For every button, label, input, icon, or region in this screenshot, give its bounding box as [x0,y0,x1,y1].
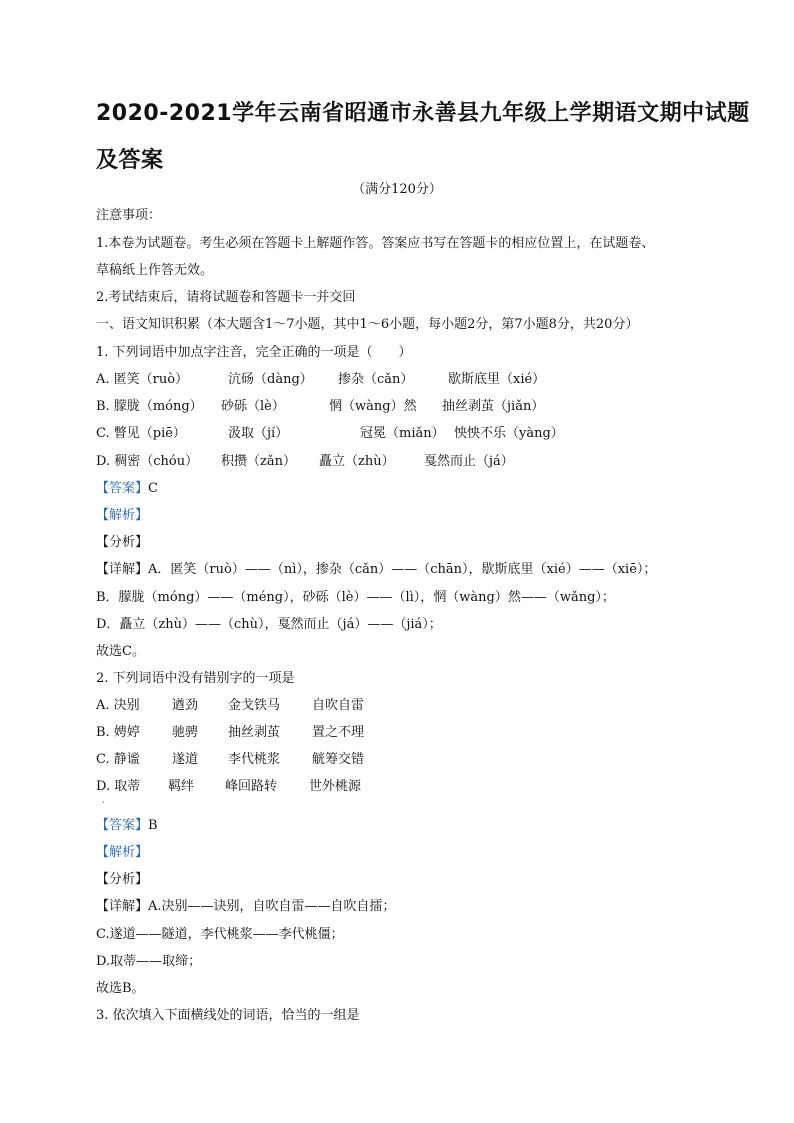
q1-detail-tag: 【详解】 [96,562,149,577]
q2-conclusion: 故选B。 [96,981,145,996]
q2-a-1: A. 决别 [96,698,140,713]
q1-d-1: D. 稠密（chóu） [96,454,199,469]
q1-c-1: C. 瞥见（piē） [96,426,186,441]
q1-b-4: 抽丝剥茧（jiǎn） [442,399,545,414]
q1-c-4: 怏怏不乐（yàng） [454,426,564,441]
q2-fenxi-tag: 【分析】 [96,872,149,887]
notice-item2: 2.考试结束后，请将试题卷和答题卡一并交回 [96,290,356,305]
q2-c-3: 李代桃浆 [228,752,281,767]
q2-jiexi-tag: 【解析】 [96,845,149,860]
q1-c-2: 汲取（jí） [228,426,289,441]
q1-answer-value: C [148,481,158,496]
q2-stem: 2. 下列词语中没有错别字的一项是 [96,671,295,686]
q2-detail-tag: 【详解】 [96,899,149,914]
q2-option-c [96,751,364,769]
q2-d-3: 峰回路转 [225,779,278,794]
q1-option-c [96,425,564,443]
q2-b-2: 驰骋 [172,725,199,740]
q1-b-3: 惘（wàng）然 [329,399,417,414]
q1-jiexi-tag: 【解析】 [96,508,149,523]
q2-option-b [96,724,364,742]
q1-d-3: 矗立（zhù） [319,454,395,469]
q2-a-3: 金戈铁马 [228,698,281,713]
q1-option-a [96,371,545,389]
q1-d-4: 戛然而止（já） [424,454,514,469]
q1-option-d [96,453,514,471]
q2-detail1 [96,898,396,916]
q1-c-3: 冠冕（miǎn） [360,426,445,441]
q2-b-3: 抽丝剥茧 [228,725,281,740]
q1-detail1-text: A．匿笑（ruò）——（nì），掺杂（cǎn）——（chān），歇斯底里（xié）——（xiē）； [148,562,657,577]
q2-detail1-text: A.决别——诀别，自吹自雷——自吹自擂； [148,899,396,914]
q1-conclusion: 故选C。 [96,644,145,659]
q1-detail1 [96,561,656,579]
q2-a-2: 遒劲 [172,698,199,713]
q2-b-1: B. 娉婷 [96,725,140,740]
q2-answer-value: B [148,818,158,833]
notice-item1a: 1.本卷为试题卷。考生必须在答题卡上解题作答。答案应书写在答题卡的相应位置上，在试题卷、 [96,236,655,251]
q2-d-4: 世外桃源 [309,779,362,794]
notice-heading: 注意事项： [96,208,162,223]
q1-answer-tag: 【答案】 [96,481,149,496]
q2-detail3: D.取蒂——取缔； [96,954,202,969]
q1-stem: 1. 下列词语中加点字注音，完全正确的一项是（ ） [96,345,412,360]
q2-c-4: 觥筹交错 [312,752,365,767]
q3-stem: 3. 依次填入下面横线处的词语，恰当的一组是 [96,1008,360,1023]
document-title-line2: 及答案 [96,148,164,173]
q2-b-4: 置之不理 [312,725,365,740]
q1-d-2: 积攒（zǎn） [221,454,296,469]
document-title-line1: 2020-2021学年云南省昭通市永善县九年级上学期语文期中试题 [96,101,750,126]
q1-detail3: D．矗立（zhù）——（chù），戛然而止（já）——（jiá）； [96,617,442,632]
q1-a-4: 歇斯底里（xié） [448,372,546,387]
q1-a-3: 掺杂（cǎn） [338,372,414,387]
q1-detail2: B．朦胧（móng）——（méng），砂砾（lè）——（lì），惘（wàng）然——（wǎng）； [96,590,615,605]
q1-fenxi-tag: 【分析】 [96,535,149,550]
q2-answer [96,817,158,835]
q1-option-b [96,398,544,416]
q1-b-2: 砂砾（lè） [221,399,285,414]
q2-c-1: C. 静谧 [96,752,140,767]
q1-a-2: 沆砀（dàng） [228,372,313,387]
q2-a-4: 自吹自雷 [312,698,365,713]
q2-option-d [96,778,361,796]
q2-c-2: 遂道 [172,752,199,767]
full-score: （满分120分） [352,182,442,197]
notice-item1b: 草稿纸上作答无效。 [96,263,214,278]
q2-d-2: 羁绊 [168,779,195,794]
q1-a-1: A. 匿笑（ruò） [96,372,189,387]
q1-b-1: B. 朦胧（móng） [96,399,203,414]
q2-d-1: D. 取蒂 [96,779,141,794]
q2-detail2: C.遂道——隧道，李代桃浆——李代桃僵； [96,927,344,942]
q1-answer [96,480,158,498]
stray-dot: · [102,798,105,807]
q2-option-a [96,697,364,715]
section1-heading: 一、语文知识积累（本大题含1～7小题，其中1～6小题，每小题2分，第7小题8分，共20分） [96,317,639,332]
q2-answer-tag: 【答案】 [96,818,149,833]
